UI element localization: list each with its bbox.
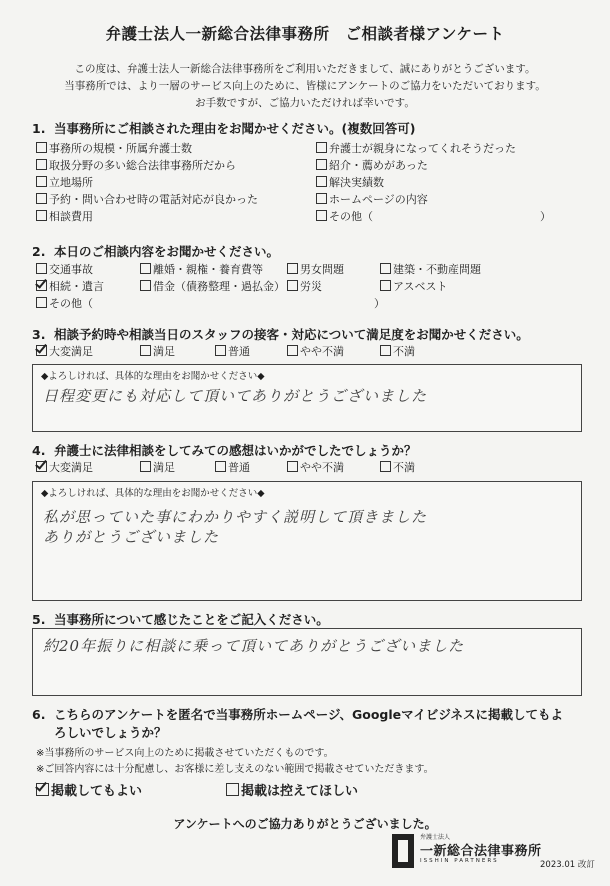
checkbox[interactable]	[380, 345, 391, 356]
checkbox[interactable]	[36, 142, 47, 153]
q2-option[interactable]: 労災	[287, 280, 322, 294]
q2-option[interactable]: 建築・不動産問題	[380, 263, 481, 277]
q2-option-other[interactable]: その他（	[36, 297, 93, 311]
q1-option[interactable]: ホームページの内容	[316, 193, 428, 207]
q4-option[interactable]: 普通	[215, 461, 250, 475]
checkbox[interactable]	[36, 159, 47, 170]
question-number: 6.	[32, 707, 46, 722]
q2-option[interactable]: 借金（債務整理・過払金）	[140, 280, 285, 294]
checkbox[interactable]	[287, 461, 298, 472]
comment-label: ◆よろしければ、具体的な理由をお聞かせください◆	[41, 488, 265, 499]
checkbox-checked[interactable]	[36, 280, 47, 291]
q4-option[interactable]: 不満	[380, 461, 415, 475]
checkbox[interactable]	[140, 263, 151, 274]
q3-option[interactable]: 普通	[215, 345, 250, 359]
question-text: 弁護士に法律相談をしてみての感想はいかがでしたでしょうか？	[54, 443, 417, 458]
q1-option[interactable]: 弁護士が親身になってくれそうだった	[316, 142, 516, 156]
question-1	[32, 119, 415, 137]
comment-label: ◆よろしければ、具体的な理由をお聞かせください◆	[41, 371, 265, 382]
checkbox-checked[interactable]	[36, 345, 47, 356]
checkbox[interactable]	[140, 280, 151, 291]
question-number: 2.	[32, 244, 46, 259]
checkbox[interactable]	[36, 297, 47, 308]
intro-line-2: 当事務所では、より一層のサービス向上のために、皆様にアンケートのご協力をいただいております。	[64, 80, 546, 92]
checkbox[interactable]	[316, 193, 327, 204]
handwritten-comment: 日程変更にも対応して頂いてありがとうございました	[43, 387, 428, 405]
question-4	[32, 441, 417, 459]
question-text: 相談予約時や相談当日のスタッフの接客・対応について満足度をお聞かせください。	[54, 327, 529, 342]
q3-comment-box[interactable]	[32, 364, 582, 432]
q2-option[interactable]: アスベスト	[380, 280, 448, 294]
q2-option[interactable]: 交通事故	[36, 263, 93, 277]
q3-option[interactable]: 大変満足	[36, 345, 93, 359]
checkbox[interactable]	[140, 461, 151, 472]
checkbox[interactable]	[380, 263, 391, 274]
q4-option[interactable]: 大変満足	[36, 461, 93, 475]
checkbox[interactable]	[380, 280, 391, 291]
firm-logo	[392, 832, 552, 876]
q1-other-close: ）	[540, 210, 551, 223]
checkbox[interactable]	[380, 461, 391, 472]
intro-line-1: この度は、弁護士法人一新総合法律事務所をご利用いただきまして、誠にありがとうございます。	[74, 63, 536, 75]
checkbox[interactable]	[140, 345, 151, 356]
checkbox[interactable]	[215, 461, 226, 472]
page-title: 弁護士法人一新総合法律事務所 ご相談者様アンケート	[105, 25, 505, 43]
handwritten-comment: 私が思っていた事にわかりやすく説明して頂きました	[43, 508, 428, 526]
q2-option[interactable]: 離婚・親権・養育費等	[140, 263, 263, 277]
checkbox[interactable]	[287, 280, 298, 291]
question-text: こちらのアンケートを匿名で当事務所ホームページ、Googleマイビジネスに掲載してもよ	[54, 707, 564, 722]
question-number: 1.	[32, 121, 46, 136]
handwritten-comment: ありがとうございました	[43, 528, 220, 546]
q1-option[interactable]: 予約・問い合わせ時の電話対応が良かった	[36, 193, 258, 207]
q2-option[interactable]: 相続・遺言	[36, 280, 104, 294]
question-6-line-2: ろしいでしょうか？	[54, 725, 167, 740]
intro-line-3: お手数ですが、ご協力いただければ幸いです。	[195, 97, 415, 109]
q1-option[interactable]: 取扱分野の多い総合法律事務所だから	[36, 159, 236, 173]
checkbox-checked[interactable]	[36, 461, 47, 472]
revision-date: 2023.01 改訂	[540, 860, 595, 870]
handwritten-comment: 約20年振りに相談に乗って頂いてありがとうございました	[43, 637, 465, 655]
q4-option[interactable]: やや不満	[287, 461, 344, 475]
question-text: 当事務所にご相談された理由をお聞かせください。(複数回答可)	[54, 121, 416, 136]
q3-option[interactable]: やや不満	[287, 345, 344, 359]
logo-firm-name: 一新総合法律事務所	[420, 844, 542, 859]
question-2	[32, 242, 279, 260]
q4-comment-box[interactable]	[32, 481, 582, 601]
checkbox[interactable]	[36, 263, 47, 274]
q1-option[interactable]: 相談費用	[36, 210, 93, 224]
checkbox[interactable]	[316, 159, 327, 170]
question-number: 5.	[32, 612, 46, 627]
checkbox[interactable]	[287, 345, 298, 356]
question-text: 当事務所について感じたことをご記入ください。	[54, 612, 329, 627]
q4-option[interactable]: 満足	[140, 461, 175, 475]
q1-option[interactable]: 紹介・薦めがあった	[316, 159, 428, 173]
question-text: 本日のご相談内容をお聞かせください。	[54, 244, 280, 259]
checkbox[interactable]	[36, 193, 47, 204]
q1-option[interactable]: 立地場所	[36, 176, 93, 190]
q6-note: ※当事務所のサービス向上のために掲載させていただくものです。	[36, 748, 334, 759]
q1-option[interactable]: 事務所の規模・所属弁護士数	[36, 142, 192, 156]
question-5	[32, 610, 329, 628]
thanks-message: アンケートへのご協力ありがとうございました。	[173, 817, 437, 831]
checkbox[interactable]	[226, 783, 239, 796]
logo-mark-icon	[392, 834, 414, 868]
q1-option-other[interactable]: その他（	[316, 210, 373, 224]
question-number: 4.	[32, 443, 46, 458]
question-number: 3.	[32, 327, 46, 342]
checkbox[interactable]	[316, 142, 327, 153]
checkbox[interactable]	[316, 210, 327, 221]
checkbox[interactable]	[36, 176, 47, 187]
q6-option-allow[interactable]: 掲載してもよい	[36, 780, 142, 799]
logo-roman-text: ISSHIN PARTNERS	[420, 858, 499, 864]
q1-option[interactable]: 解決実績数	[316, 176, 384, 190]
q6-option-decline[interactable]: 掲載は控えてほしい	[226, 780, 358, 799]
checkbox[interactable]	[287, 263, 298, 274]
checkbox[interactable]	[36, 210, 47, 221]
q6-note: ※ご回答内容には十分配慮し、お客様に差し支えのない範囲で掲載させていただきます。	[36, 764, 434, 775]
q3-option[interactable]: 不満	[380, 345, 415, 359]
checkbox[interactable]	[215, 345, 226, 356]
q5-comment-box[interactable]	[32, 628, 582, 696]
logo-small-text: 弁護士法人	[420, 834, 451, 841]
question-6	[32, 705, 563, 723]
checkbox[interactable]	[316, 176, 327, 187]
q3-option[interactable]: 満足	[140, 345, 175, 359]
q2-other-close: ）	[374, 297, 385, 310]
q2-option[interactable]: 男女問題	[287, 263, 344, 277]
checkbox-checked[interactable]	[36, 783, 49, 796]
question-3	[32, 325, 529, 343]
